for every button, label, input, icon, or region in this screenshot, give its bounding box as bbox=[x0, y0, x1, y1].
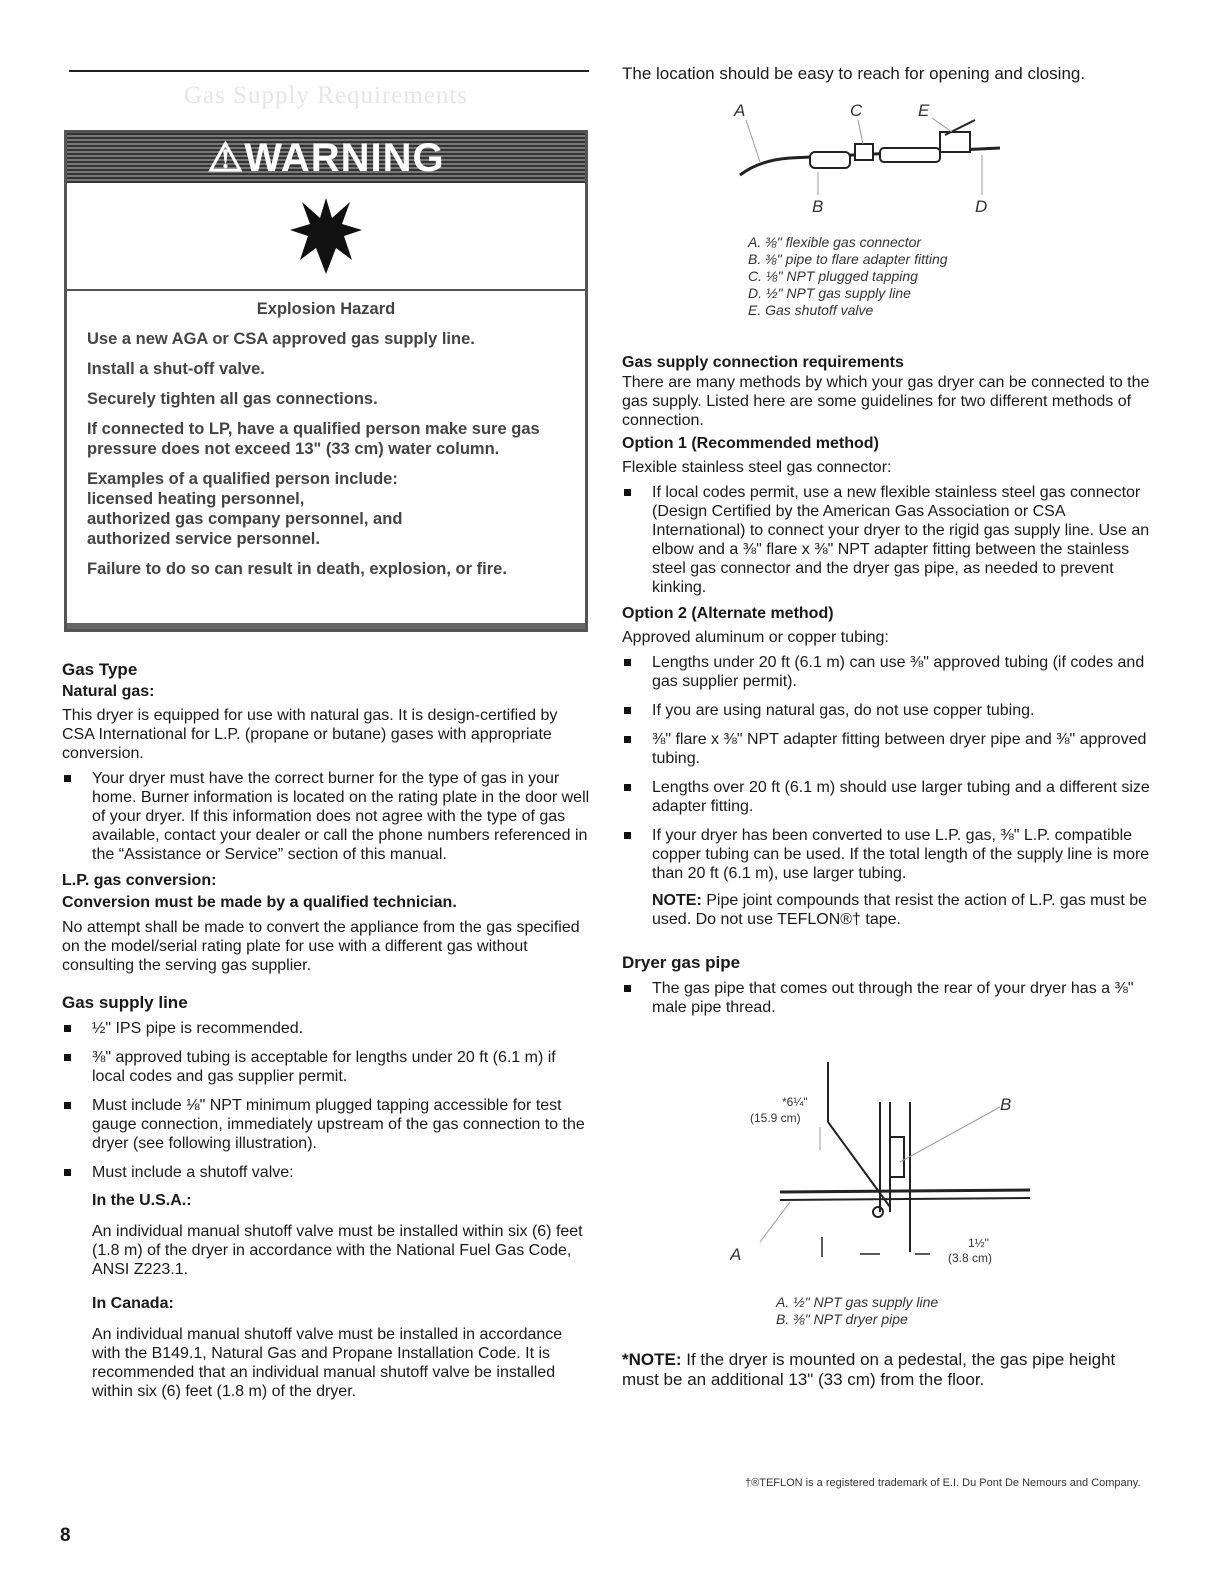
warning-line: authorized service personnel. bbox=[87, 530, 320, 548]
warning-text bbox=[67, 291, 585, 579]
list-item: Must include a shutoff valve: bbox=[62, 1163, 590, 1182]
list-item: Lengths under 20 ft (6.1 m) can use ⅜" approved tubing (if codes and gas supplier permit). bbox=[622, 653, 1152, 691]
canada-heading: In Canada: bbox=[92, 1295, 174, 1312]
supply-line-heading: Gas supply line bbox=[62, 993, 188, 1012]
dryer-pipe-heading: Dryer gas pipe bbox=[622, 953, 741, 972]
warning-line: Securely tighten all gas connections. bbox=[87, 390, 378, 408]
caption: A. ½" NPT gas supply line bbox=[776, 1294, 939, 1310]
lp-subheading: Conversion must be made by a qualified technician. bbox=[62, 894, 457, 911]
caption: B. ⅜" pipe to flare adapter fitting bbox=[748, 251, 948, 267]
list-item: ⅜" approved tubing is acceptable for lengths under 20 ft (6.1 m) if local codes and gas supplier permit. bbox=[62, 1048, 590, 1086]
lp-body: No attempt shall be made to convert the appliance from the gas specified on the model/serial rating plate for use with a different gas without consulting the serving gas supplier. bbox=[62, 919, 580, 974]
gas-type-heading: Gas Type bbox=[62, 660, 138, 679]
dimension-label: (15.9 cm) bbox=[750, 1111, 801, 1125]
hazard-title: Explosion Hazard bbox=[256, 300, 396, 318]
pedestal-note bbox=[622, 1350, 1152, 1390]
warning-line: authorized gas company personnel, and bbox=[87, 510, 403, 528]
callout-label: C bbox=[850, 101, 863, 120]
warning-line: Install a shut-off valve. bbox=[87, 360, 265, 378]
option2-body: Approved aluminum or copper tubing: bbox=[622, 629, 889, 646]
warning-line: Examples of a qualified person include: bbox=[87, 470, 398, 488]
section-title: Gas Supply Requirements bbox=[183, 82, 469, 109]
dryer-pipe-diagram bbox=[730, 1062, 1050, 1282]
warning-bottom-bar bbox=[67, 623, 585, 629]
callout-label: B bbox=[1000, 1095, 1012, 1114]
footnote: †®TEFLON is a registered trademark of E.I. Du Pont De Nemours and Company. bbox=[745, 1477, 1141, 1489]
dimension-label: *6¼" bbox=[782, 1095, 808, 1109]
caption: A. ⅜" flexible gas connector bbox=[748, 234, 922, 250]
list-item: ⅜" flare x ⅜" NPT adapter fitting between dryer pipe and ⅜" approved tubing. bbox=[622, 730, 1152, 768]
caption: E. Gas shutoff valve bbox=[748, 302, 874, 318]
list-item: If local codes permit, use a new flexible stainless steel gas connector (Design Certified by the American Gas Association or CSA International) to connect your dryer to the rigid gas supply line. Use an elbow and a ⅜" flare x ⅜" NPT adapter fitting between the stainless steel gas connector and the dryer gas pipe, as needed to prevent kinking. bbox=[622, 483, 1152, 597]
list-item: Your dryer must have the correct burner for the type of gas in your home. Burner information is located on the rating plate in the door well of your dryer. If this information does not agree with the type of gas available, contact your dealer or call the phone numbers referenced in the “Assistance or Service” section of this manual. bbox=[62, 769, 590, 864]
warning-box bbox=[64, 130, 588, 632]
section-rule bbox=[69, 70, 589, 72]
callout-label: A bbox=[734, 101, 746, 120]
callout-label: D bbox=[975, 197, 988, 216]
caption: B. ⅜" NPT dryer pipe bbox=[776, 1311, 908, 1327]
figure1-captions bbox=[748, 234, 948, 319]
note-paragraph bbox=[622, 891, 1152, 929]
right-column bbox=[622, 64, 1152, 83]
location-intro: The location should be easy to reach for opening and closing. bbox=[622, 64, 1086, 83]
figure2-captions bbox=[776, 1294, 938, 1328]
list-item: If you are using natural gas, do not use copper tubing. bbox=[622, 701, 1152, 720]
warning-line: Failure to do so can result in death, explosion, or fire. bbox=[87, 560, 507, 578]
callout-label: A bbox=[730, 1245, 742, 1264]
callout-label: B bbox=[812, 197, 824, 216]
callout-label: E bbox=[918, 101, 930, 120]
option2-heading: Option 2 (Alternate method) bbox=[622, 605, 834, 622]
canada-body: An individual manual shutoff valve must be installed in accordance with the B149.1, Natural Gas and Propane Installation Code. It is recommended that an individual manual shutoff valve be installed within six (6) feet (1.8 m) of the dryer. bbox=[92, 1326, 563, 1400]
caption: D. ½" NPT gas supply line bbox=[748, 285, 911, 301]
dimension-label: 1½" bbox=[968, 1236, 989, 1250]
gas-connection-diagram bbox=[700, 100, 1020, 220]
list-item: ½" IPS pipe is recommended. bbox=[62, 1019, 590, 1038]
warning-header-text: ⚠WARNING bbox=[207, 136, 445, 180]
warning-line: If connected to LP, have a qualified person make sure gas pressure does not exceed 13" (33 cm) water column. bbox=[87, 420, 540, 458]
natural-gas-body: This dryer is equipped for use with natural gas. It is design-certified by CSA International for L.P. (propane or butane) gases with appropriate conversion. bbox=[62, 707, 558, 762]
note-label: *NOTE: bbox=[622, 1350, 682, 1369]
dimension-label: (3.8 cm) bbox=[948, 1251, 993, 1265]
note-label: NOTE: bbox=[652, 892, 702, 909]
connection-body: There are many methods by which your gas dryer can be connected to the gas supply. Listed here are some guidelines for two different methods of connection. bbox=[622, 374, 1150, 429]
list-item: If your dryer has been converted to use L.P. gas, ⅜" L.P. compatible copper tubing can be used. If the total length of the supply line is more than 20 ft (6.1 m), use larger tubing. bbox=[622, 826, 1152, 883]
explosion-icon bbox=[67, 183, 585, 291]
warning-line: Use a new AGA or CSA approved gas supply line. bbox=[87, 330, 475, 348]
lp-heading: L.P. gas conversion: bbox=[62, 872, 217, 889]
usa-heading: In the U.S.A.: bbox=[92, 1192, 192, 1209]
natural-gas-heading: Natural gas: bbox=[62, 683, 155, 700]
note-text: If the dryer is mounted on a pedestal, the gas pipe height must be an additional 13" (33 cm) from the floor. bbox=[622, 1350, 1116, 1389]
left-column bbox=[62, 660, 590, 1401]
option1-body: Flexible stainless steel gas connector: bbox=[622, 459, 892, 476]
right-column-body bbox=[622, 354, 1152, 1027]
list-item: Must include ⅛" NPT minimum plugged tapping accessible for test gauge connection, immediately upstream of the gas connection to the dryer (see following illustration). bbox=[62, 1096, 590, 1153]
warning-header bbox=[67, 133, 585, 183]
warning-line: licensed heating personnel, bbox=[87, 490, 305, 508]
note-text: Pipe joint compounds that resist the action of L.P. gas must be used. Do not use TEFLON®† tape. bbox=[652, 892, 1148, 928]
list-item: The gas pipe that comes out through the rear of your dryer has a ⅜" male pipe thread. bbox=[622, 979, 1152, 1017]
caption: C. ⅛" NPT plugged tapping bbox=[748, 268, 918, 284]
usa-body: An individual manual shutoff valve must be installed within six (6) feet (1.8 m) of the dryer in accordance with the National Fuel Gas Code, ANSI Z223.1. bbox=[92, 1223, 583, 1278]
connection-heading: Gas supply connection requirements bbox=[622, 354, 904, 371]
page-number: 8 bbox=[60, 1525, 71, 1546]
list-item: Lengths over 20 ft (6.1 m) should use larger tubing and a different size adapter fitting. bbox=[622, 778, 1152, 816]
option1-heading: Option 1 (Recommended method) bbox=[622, 435, 879, 452]
